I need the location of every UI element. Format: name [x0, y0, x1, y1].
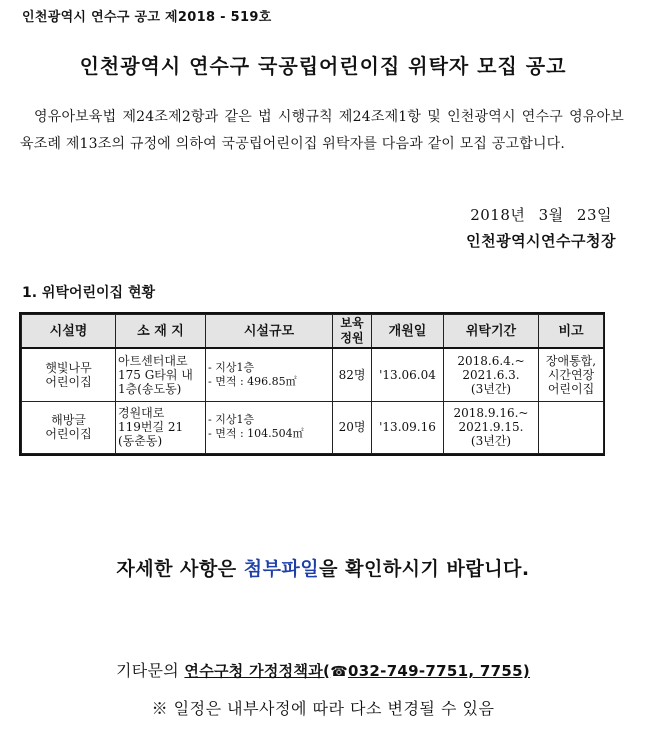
notice-number: 인천광역시 연수구 공고 제2018 - 519호 [22, 10, 272, 25]
cell-name: 햇빛나무 어린이집 [22, 348, 116, 401]
cell-scale: - 지상1층 - 면적 : 104.504㎡ [206, 401, 333, 453]
header-capacity: 보육 정원 [333, 315, 372, 349]
phone-number: 032-749-7751, 7755) [347, 662, 530, 680]
cell-address: 아트센터대로 175 G타워 내 1층(송도동) [116, 348, 206, 401]
cell-address: 경원대로 119번길 21 (동춘동) [116, 401, 206, 453]
page-title: 인천광역시 연수구 국공립어린이집 위탁자 모집 공고 [79, 54, 567, 78]
table-row [22, 401, 604, 453]
phone-icon: ☎ [330, 664, 348, 680]
cell-remarks [539, 401, 604, 453]
header-opened: 개원일 [372, 315, 444, 349]
cell-remarks: 장애통합, 시간연장 어린이집 [539, 348, 604, 401]
contact-label: 기타문의 [115, 661, 185, 680]
header-address: 소 재 지 [116, 315, 206, 349]
notice-date: 2018년 3월 23일 [470, 206, 612, 224]
cell-name: 해방글 어린이집 [22, 401, 116, 453]
cell-scale: - 지상1층 - 면적 : 496.85㎡ [206, 348, 333, 401]
guide-text-after: 을 확인하시기 바랍니다. [319, 558, 530, 580]
attachment-guide [0, 554, 646, 581]
table-row [22, 348, 604, 401]
guide-text-before: 자세한 사항은 [116, 558, 244, 580]
schedule-note: ※ 일정은 내부사정에 따라 다소 변경될 수 있음 [151, 699, 495, 718]
cell-period: 2018.6.4.~ 2021.6.3. (3년간) [444, 348, 539, 401]
section-heading: 1. 위탁어린이집 현황 [22, 285, 155, 301]
body-paragraph: 영유아보육법 제24조제2항과 같은 법 시행규칙 제24조제1항 및 인천광역시 연수구 영유아보육조례 제13조의 규정에 의하여 국공립어린이집 위탁자를 다음과 같이 모집 공고합니다. [20, 109, 624, 152]
issuer: 인천광역시연수구청장 [466, 232, 616, 250]
table-header-row [22, 315, 604, 349]
header-remarks: 비고 [539, 315, 604, 349]
cell-opened: '13.06.04 [372, 348, 444, 401]
attachment-link[interactable]: 첨부파일 [243, 558, 320, 580]
facility-table [21, 314, 604, 454]
cell-opened: '13.09.16 [372, 401, 444, 453]
contact-info [0, 658, 646, 681]
cell-period: 2018.9.16.~ 2021.9.15. (3년간) [444, 401, 539, 453]
department-name: 연수구청 가정정책과( [184, 662, 331, 680]
cell-capacity: 20명 [333, 401, 372, 453]
header-scale: 시설규모 [206, 315, 333, 349]
cell-capacity: 82명 [333, 348, 372, 401]
contact-department [184, 662, 530, 680]
header-period: 위탁기간 [444, 315, 539, 349]
header-name: 시설명 [22, 315, 116, 349]
facility-table-container [19, 312, 605, 456]
